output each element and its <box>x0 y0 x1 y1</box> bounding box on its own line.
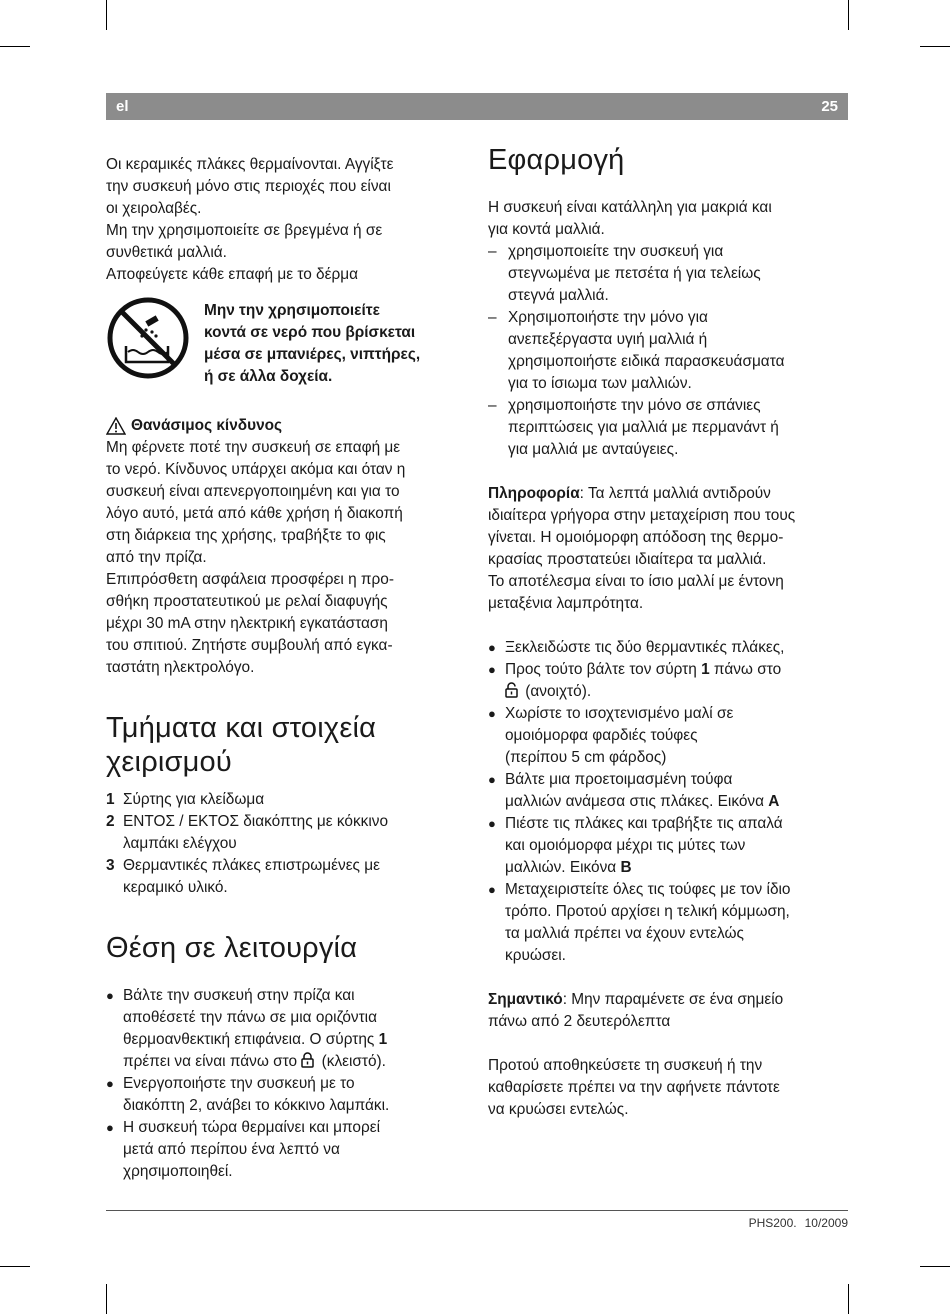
right-column <box>488 143 850 1121</box>
usage-list <box>488 241 850 461</box>
heading-line: χειρισμού <box>106 746 232 778</box>
text-line: Ενεργοποιήστε την συσκευή με το <box>123 1075 355 1092</box>
list-item <box>106 789 468 811</box>
text-line: για κοντά μαλλιά. <box>488 221 605 238</box>
text-line: Το αποτέλεσμα είναι το ίσιο μαλλί με έντονη <box>488 573 784 590</box>
text-line: ιδιαίτερα γρήγορα στην μεταχείριση που τους <box>488 507 796 524</box>
bullet: ● <box>488 816 496 831</box>
heading-line: Τμήματα και στοιχεία <box>106 712 377 744</box>
list-item <box>488 395 850 461</box>
text-line: να κρυώσει εντελώς. <box>488 1101 629 1118</box>
warning-text <box>204 300 420 388</box>
bullet: ● <box>106 1120 114 1135</box>
text-line: χρησιμοποιείτε την συσκευή για <box>508 243 724 260</box>
text-line: το νερό. Κίνδυνος υπάρχει ακόμα και όταν η <box>106 461 406 478</box>
text-line: μαλλιών ανάμεσα στις πλάκες. Εικόνα <box>505 793 769 810</box>
crop-mark <box>920 1266 950 1267</box>
text-line: λόγο αυτό, μετά από κάθε χρήση ή διακοπή <box>106 505 403 522</box>
page-header <box>106 93 848 120</box>
text-line: Χρησιμοποιήστε την μόνο για <box>508 309 708 326</box>
text-line: Βάλτε την συσκευή στην πρίζα και <box>123 987 355 1004</box>
dash-marker: – <box>488 397 497 414</box>
text-line: (κλειστό). <box>317 1053 386 1070</box>
list-item <box>488 637 850 659</box>
text-line: Η συσκευή είναι κατάλληλη για μακριά και <box>488 199 772 216</box>
dash-marker: – <box>488 243 497 260</box>
intro-text <box>106 154 468 286</box>
model-code: PHS200. <box>748 1216 797 1230</box>
list-item <box>488 879 850 967</box>
text-line: σθήκη προστατευτικού με ρελαί διαφυγής <box>106 593 388 610</box>
application-intro <box>488 197 850 241</box>
text-line: στη διάρκεια της χρήσης, τραβήξτε το φις <box>106 527 386 544</box>
text-line: πάνω στο <box>709 661 782 678</box>
text-line: Μεταχειριστείτε όλες τις τούφες με τον ίδιο <box>505 881 791 898</box>
list-item <box>488 307 850 395</box>
text-line: αποθέσετέ την πάνω σε μια οριζόντια <box>123 1009 377 1026</box>
list-item <box>488 769 850 813</box>
text-line: τα μαλλιά πρέπει να έχουν εντελώς <box>505 925 744 942</box>
text-line: χρησιμοποιήστε την μόνο σε σπάνιες <box>508 397 761 414</box>
dash-marker: – <box>488 309 497 326</box>
text-line: για μαλλιά με ανταύγειες. <box>508 441 679 458</box>
figure-ref: A <box>768 793 780 810</box>
text-line: : Τα λεπτά μαλλιά αντιδρούν <box>579 485 771 502</box>
crop-mark <box>106 1284 107 1314</box>
text-line: πρέπει να είναι πάνω στο <box>123 1053 302 1070</box>
text-line: και ομοιόμορφα μέχρι τις μύτες των <box>505 837 746 854</box>
bullet: ● <box>488 640 496 655</box>
operation-list <box>106 985 468 1183</box>
bullet: ● <box>488 882 496 897</box>
text-line: Προτού αποθηκεύσετε τη συσκευή ή την <box>488 1057 763 1074</box>
list-item <box>488 703 850 769</box>
text-line: περιπτώσεις για μαλλιά με περμανάντ ή <box>508 419 779 436</box>
text-line: Θερμαντικές πλάκες επιστρωμένες με <box>123 857 380 874</box>
text-line: Πιέστε τις πλάκες και τραβήξτε τις απαλά <box>505 815 783 832</box>
switch-number: 1 <box>378 1031 388 1048</box>
switch-number: 1 <box>701 661 710 678</box>
text-line: (ανοιχτό). <box>521 683 592 700</box>
list-item <box>488 659 850 703</box>
text-line: ταστάτη ηλεκτρολόγο. <box>106 659 255 676</box>
text-line: πάνω από 2 δευτερόλεπτα <box>488 1013 671 1030</box>
text-line: Επιπρόσθετη ασφάλεια προσφέρει η προ- <box>106 571 394 588</box>
text-line: κρυώσει. <box>505 947 566 964</box>
crop-mark <box>848 1284 849 1314</box>
info-paragraph <box>488 483 850 615</box>
footer-divider <box>106 1210 848 1211</box>
important-paragraph <box>488 989 850 1033</box>
text-line: : Μην παραμένετε σε ένα σημείο <box>562 991 784 1008</box>
text-line: Σύρτης για κλείδωμα <box>123 791 265 808</box>
bullet: ● <box>106 1076 114 1091</box>
text-line: μαλλιών. Εικόνα <box>505 859 621 876</box>
text-line: ανεπεξέργαστα υγιή μαλλιά ή <box>508 331 708 348</box>
text-line: συνθετικά μαλλιά. <box>106 244 227 261</box>
warning-triangle-icon <box>106 417 126 435</box>
item-number: 1 <box>106 791 115 808</box>
text-line: Μη φέρνετε ποτέ την συσκευή σε επαφή με <box>106 439 401 456</box>
text-line: καθαρίσετε πρέπει να την αφήνετε πάντοτε <box>488 1079 780 1096</box>
crop-mark <box>0 46 30 47</box>
steps-list <box>488 637 850 967</box>
list-item <box>106 1117 468 1183</box>
danger-title: Θανάσιμος κίνδυνος <box>131 417 283 434</box>
text-line: Μη την χρησιμοποιείτε σε βρεγμένα ή σε <box>106 222 383 239</box>
crop-mark <box>920 46 950 47</box>
parts-heading <box>106 711 468 779</box>
list-item <box>106 855 468 899</box>
text-line: μέσα σε μπανιέρες, νιπτήρες, <box>204 346 421 363</box>
text-line: Προς τούτο βάλτε τον σύρτη <box>505 661 702 678</box>
operation-heading: Θέση σε λειτουργία <box>106 932 358 964</box>
bullet: ● <box>488 772 496 787</box>
item-number: 3 <box>106 857 115 874</box>
text-line: χρησιμοποιήστε ειδικά παρασκευάσματα <box>508 353 785 370</box>
text-line: στεγνά μαλλιά. <box>508 287 609 304</box>
bullet: ● <box>488 662 496 677</box>
text-line: ΕΝΤΟΣ / ΕΚΤΟΣ διακόπτης με κόκκινο <box>123 813 389 830</box>
page-footer <box>741 1216 848 1230</box>
crop-mark <box>848 0 849 30</box>
page-number: 25 <box>821 98 838 115</box>
crop-mark <box>106 0 107 30</box>
text-line: του σπιτιού. Ζητήστε συμβουλή από εγκα- <box>106 637 393 654</box>
text-line: στεγνωμένα με πετσέτα ή για τελείως <box>508 265 761 282</box>
text-line: Ξεκλειδώστε τις δύο θερμαντικές πλάκες, <box>505 639 785 656</box>
list-item <box>106 811 468 855</box>
bullet: ● <box>106 988 114 1003</box>
list-item <box>488 813 850 879</box>
text-line: Οι κεραμικές πλάκες θερμαίνονται. Αγγίξτε <box>106 156 394 173</box>
text-line: ομοιόμορφα φαρδιές τούφες <box>505 727 698 744</box>
text-line: λαμπάκι ελέγχου <box>123 835 237 852</box>
danger-heading <box>106 415 468 437</box>
text-line: Αποφεύγετε κάθε επαφή με το δέρμα <box>106 266 358 283</box>
parts-list <box>106 789 468 899</box>
text-line: (περίπου 5 cm φάρδος) <box>505 749 667 766</box>
text-line: διακόπτη 2, ανάβει το κόκκινο λαμπάκι. <box>123 1097 390 1114</box>
lock-open-icon <box>505 682 518 698</box>
text-line: Η συσκευή τώρα θερμαίνει και μπορεί <box>123 1119 380 1136</box>
list-item <box>106 1073 468 1117</box>
text-line: Χωρίστε το ισοχτενισμένο μαλί σε <box>505 705 734 722</box>
info-label: Πληροφορία <box>488 485 580 502</box>
list-item <box>488 241 850 307</box>
text-line: μετά από περίπου ένα λεπτό να <box>123 1141 340 1158</box>
left-column <box>106 154 468 1183</box>
text-line: από την πρίζα. <box>106 549 207 566</box>
text-line: ή σε άλλα δοχεία. <box>204 368 333 385</box>
text-line: κεραμικό υλικό. <box>123 879 228 896</box>
text-line: μεταξένια λαμπρότητα. <box>488 595 644 612</box>
application-heading: Εφαρμογή <box>488 144 625 176</box>
language-code: el <box>116 98 129 115</box>
lock-closed-icon <box>301 1052 314 1068</box>
print-date: 10/2009 <box>804 1216 848 1230</box>
text-line: Μην την χρησιμοποιείτε <box>204 302 380 319</box>
figure-ref: B <box>620 859 632 876</box>
crop-mark <box>0 1266 30 1267</box>
text-line: μέχρι 30 mA στην ηλεκτρική εγκατάσταση <box>106 615 388 632</box>
text-line: για το ίσιωμα των μαλλιών. <box>508 375 692 392</box>
bullet: ● <box>488 706 496 721</box>
important-label: Σημαντικό <box>488 991 563 1008</box>
text-line: γίνεται. Η ομοιόμορφη απόδοση της θερμο- <box>488 529 784 546</box>
item-number: 2 <box>106 813 115 830</box>
text-line: Βάλτε μια προετοιμασμένη τούφα <box>505 771 733 788</box>
text-line: κοντά σε νερό που βρίσκεται <box>204 324 416 341</box>
no-water-warning <box>106 300 468 388</box>
text-line: την συσκευή μόνο στις περιοχές που είναι <box>106 178 391 195</box>
text-line: οι χειρολαβές. <box>106 200 202 217</box>
text-line: θερμοανθεκτική επιφάνεια. Ο σύρτης <box>123 1031 379 1048</box>
danger-text <box>106 437 468 679</box>
storage-paragraph <box>488 1055 850 1121</box>
text-line: χρησιμοποιηθεί. <box>123 1163 233 1180</box>
text-line: τρόπο. Προτού αρχίσει η τελική κόμμωση, <box>505 903 790 920</box>
text-line: συσκευή είναι απενεργοποιημένη και για το <box>106 483 400 500</box>
text-line: κρασίας προστατεύει ιδιαίτερα τα μαλλιά. <box>488 551 767 568</box>
list-item <box>106 985 468 1073</box>
no-bathtub-water-icon <box>106 296 190 380</box>
